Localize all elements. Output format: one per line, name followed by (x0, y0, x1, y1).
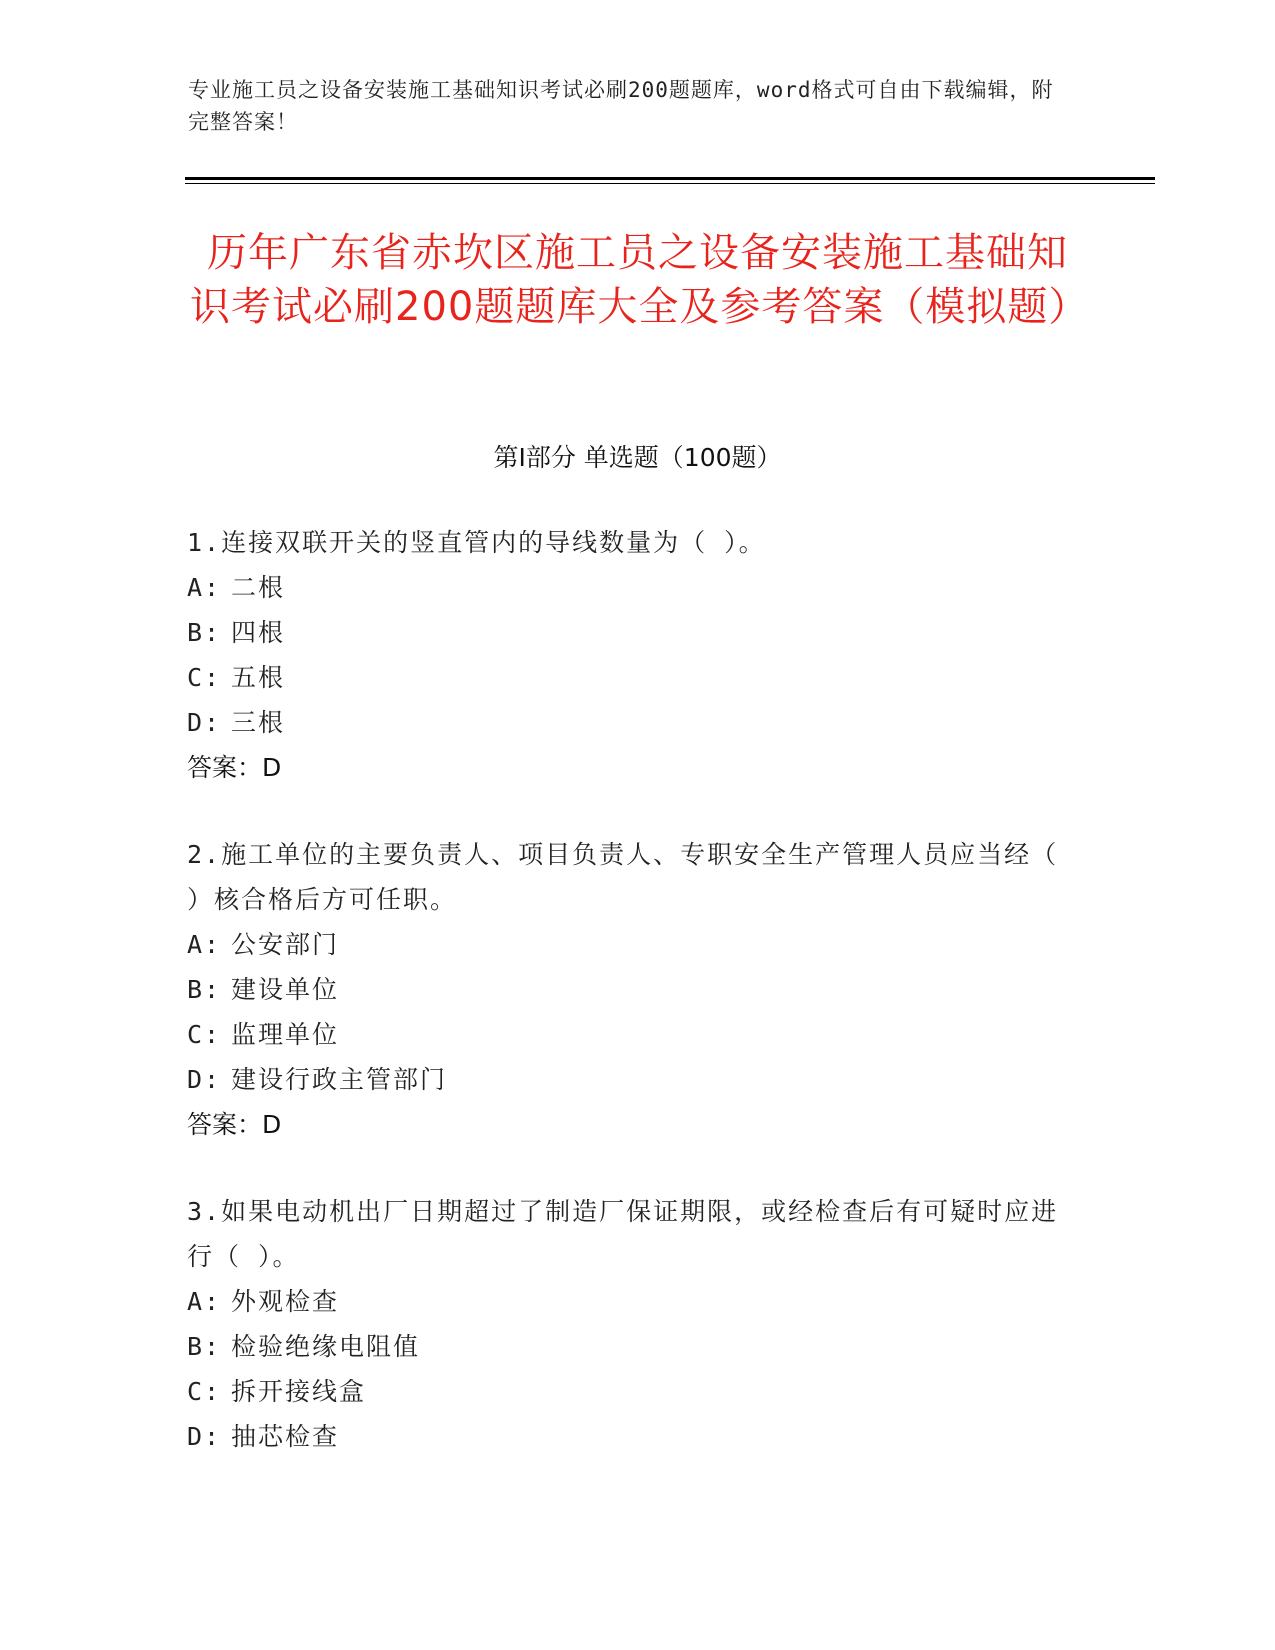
document-title: 历年广东省赤坎区施工员之设备安装施工基础知识考试必刷200题题库大全及参考答案（模拟题） (190, 230, 1090, 330)
option-key: D: (187, 1065, 222, 1094)
header-divider-thin (185, 183, 1155, 184)
option-text: 四根 (231, 618, 286, 647)
option-text: 外观检查 (231, 1287, 340, 1316)
option-text: 二根 (231, 573, 286, 602)
question-stem: 2.施工单位的主要负责人、项目负责人、专职安全生产管理人员应当经（ ）核合格后方可任职。 (187, 840, 1059, 914)
option-text: 建设行政主管部门 (231, 1065, 448, 1094)
option-key: A: (187, 930, 222, 959)
option-key: B: (187, 618, 222, 647)
option-text: 三根 (231, 708, 286, 737)
option-text: 建设单位 (231, 975, 340, 1004)
option-key: C: (187, 1377, 222, 1406)
question-item (187, 1189, 1067, 1459)
option-d (187, 700, 1067, 745)
option-c (187, 1012, 1067, 1057)
question-item (187, 520, 1067, 790)
option-text: 五根 (231, 663, 286, 692)
header-note: 专业施工员之设备安装施工基础知识考试必刷200题题库，word格式可自由下载编辑，附完整答案！ (188, 78, 1054, 134)
option-c (187, 655, 1067, 700)
option-b (187, 967, 1067, 1012)
answer-line: 答案：D (187, 753, 282, 782)
option-text: 监理单位 (231, 1020, 340, 1049)
question-stem: 3.如果电动机出厂日期超过了制造厂保证期限，或经检查后有可疑时应进行（ ）。 (187, 1197, 1059, 1271)
option-key: A: (187, 573, 222, 602)
question-item (187, 832, 1067, 1147)
option-a (187, 922, 1067, 967)
option-text: 检验绝缘电阻值 (231, 1332, 421, 1361)
option-key: B: (187, 975, 222, 1004)
option-a (187, 1279, 1067, 1324)
option-a (187, 565, 1067, 610)
header-divider (185, 177, 1155, 180)
option-c (187, 1369, 1067, 1414)
option-text: 抽芯检查 (231, 1422, 340, 1451)
option-key: A: (187, 1287, 222, 1316)
option-b (187, 1324, 1067, 1369)
option-b (187, 610, 1067, 655)
question-stem: 1.连接双联开关的竖直管内的导线数量为（ ）。 (187, 528, 766, 557)
answer-line: 答案：D (187, 1110, 282, 1139)
option-key: D: (187, 708, 222, 737)
option-text: 拆开接线盒 (231, 1377, 367, 1406)
section-title: 第I部分 单选题（100题） (493, 443, 782, 472)
option-key: C: (187, 663, 222, 692)
question-list (187, 520, 1067, 1501)
option-key: D: (187, 1422, 222, 1451)
option-key: B: (187, 1332, 222, 1361)
option-d (187, 1414, 1067, 1459)
option-d (187, 1057, 1067, 1102)
option-text: 公安部门 (231, 930, 340, 959)
option-key: C: (187, 1020, 222, 1049)
